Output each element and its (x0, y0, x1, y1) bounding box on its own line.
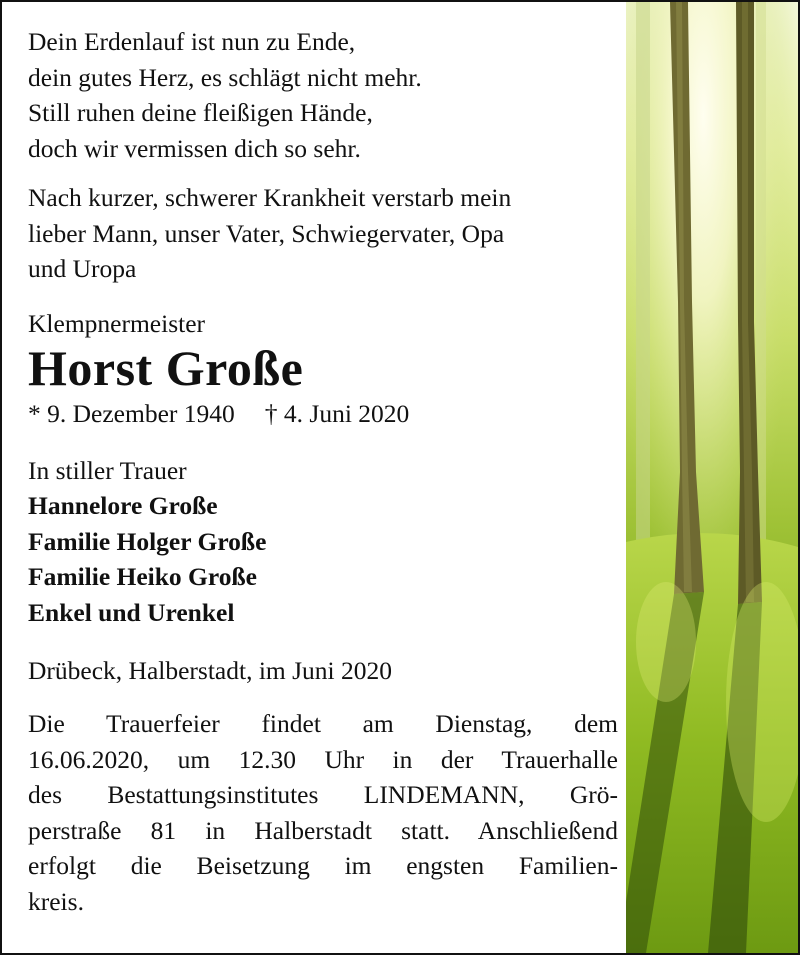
poem-line: Still ruhen deine fleißigen Hände, (28, 98, 373, 127)
announcement-line: und Uropa (28, 254, 137, 283)
death-date: † 4. Juni 2020 (264, 398, 410, 428)
birth-date: * 9. Dezember 1940 (28, 398, 235, 428)
funeral-line: kreis. (28, 886, 84, 916)
funeral-line: des Bestattungsinstitutes LINDEMANN, Grö- (28, 780, 618, 809)
profession: Klempnermeister (28, 308, 206, 338)
announcement (28, 180, 618, 287)
mourning-intro: In stiller Trauer (28, 455, 187, 485)
mourner: Enkel und Urenkel (28, 597, 235, 627)
funeral-line: perstraße 81 in Halberstadt statt. Anschließend (28, 815, 618, 845)
mourner: Familie Holger Große (28, 526, 267, 556)
forest-illustration (626, 2, 798, 953)
funeral-line: erfolgt die Beisetzung im engsten Familien- (28, 851, 618, 880)
funeral-info (28, 706, 618, 919)
announcement-line: Nach kurzer, schwerer Krankheit verstarb mein (28, 183, 512, 212)
mourner: Familie Heiko Große (28, 562, 258, 591)
forest-image (626, 2, 798, 953)
mourners-block (28, 453, 618, 631)
life-dates (28, 397, 618, 431)
funeral-line: 16.06.2020, um 12.30 Uhr in der Trauerhalle (28, 744, 618, 774)
announcement-line: lieber Mann, unser Vater, Schwiegervater, Opa (28, 218, 505, 248)
text-column (28, 24, 618, 919)
deceased-name: Horst Große (28, 339, 304, 396)
poem-line: doch wir vermissen dich so sehr. (28, 133, 361, 163)
mourner: Hannelore Große (28, 491, 218, 520)
place-date: Drübeck, Halberstadt, im Juni 2020 (28, 656, 393, 685)
funeral-line: Die Trauerfeier findet am Dienstag, dem (28, 709, 618, 738)
poem-line: Dein Erdenlauf ist nun zu Ende, (28, 27, 356, 56)
poem (28, 24, 618, 166)
poem-line: dein gutes Herz, es schlägt nicht mehr. (28, 62, 422, 92)
